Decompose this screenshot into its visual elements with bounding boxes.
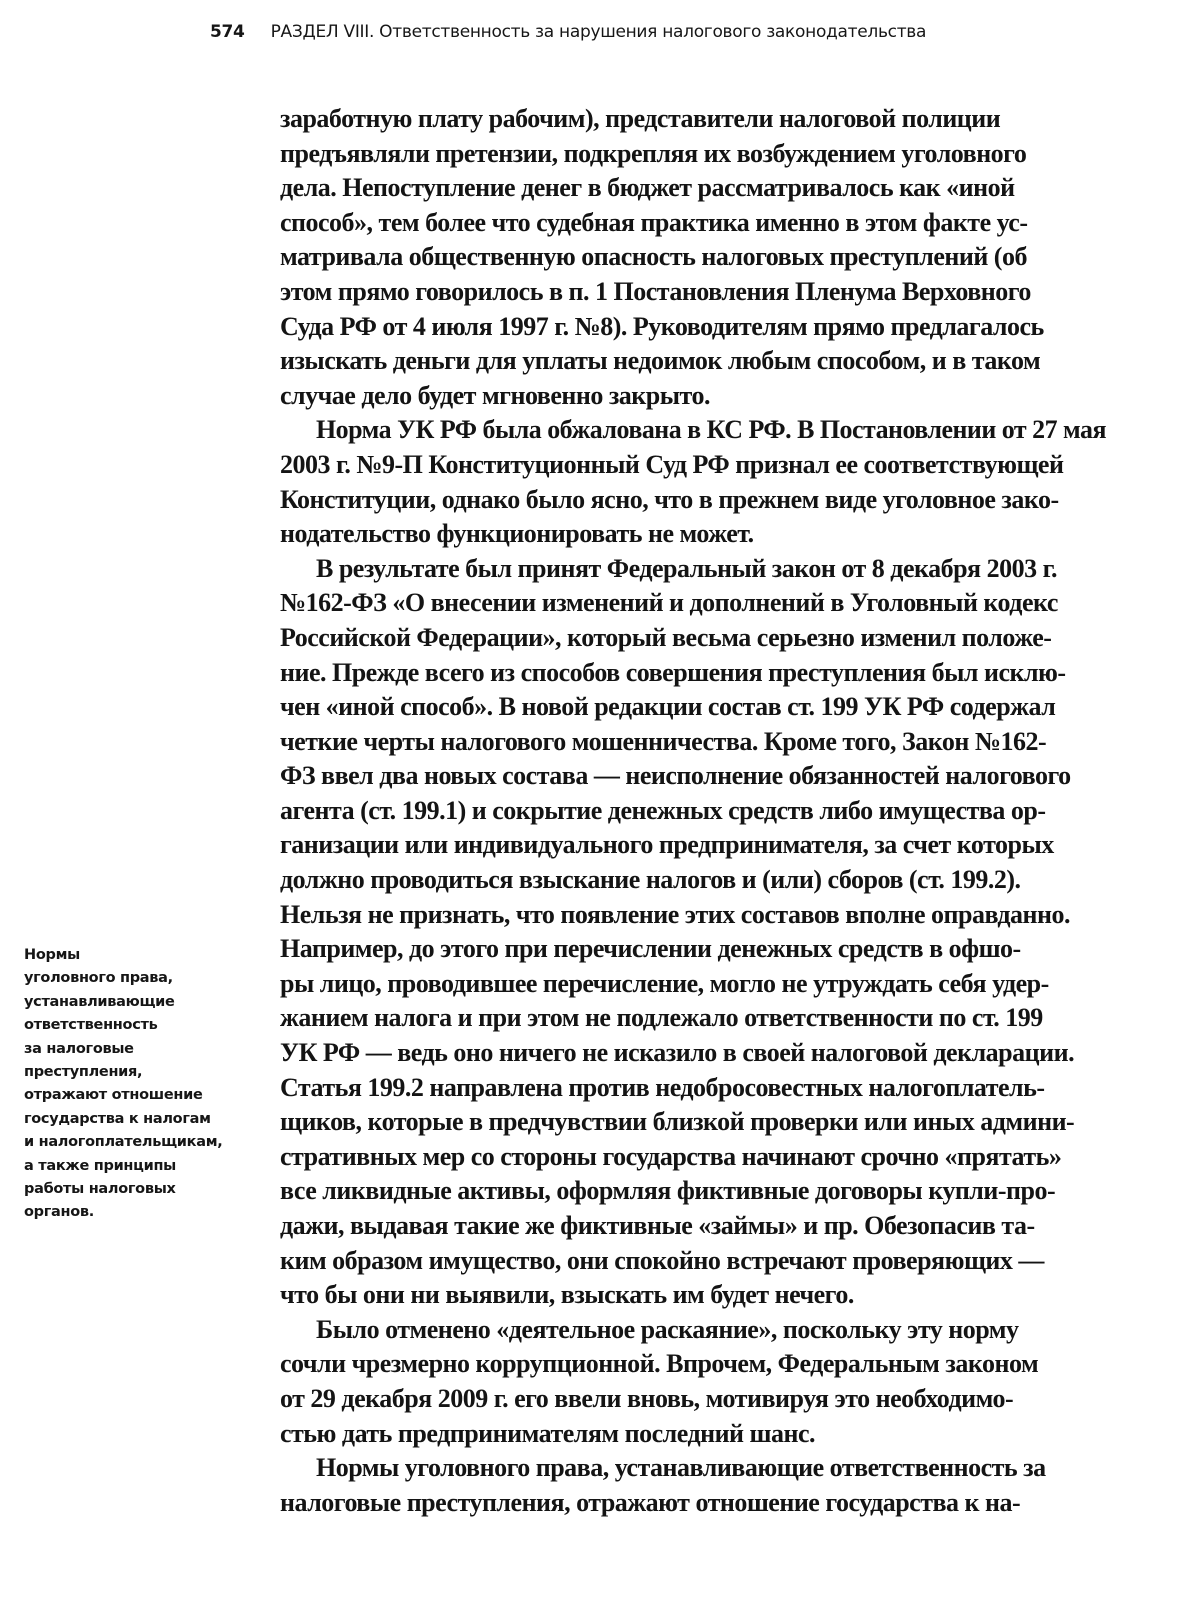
body-text xyxy=(280,102,1106,1520)
margin-note-line: отражают отношение xyxy=(24,1087,203,1104)
margin-note-line: работы налоговых xyxy=(24,1181,176,1198)
body-line: Конституции, однако было ясно, что в прежнем виде уголовное зако- xyxy=(280,484,1059,514)
body-line: стью дать предпринимателям последний шанс. xyxy=(280,1418,816,1448)
body-line: чен «иной способ». В новой редакции состав ст. 199 УК РФ содержал xyxy=(280,692,1056,722)
margin-note-line: за налоговые xyxy=(24,1040,134,1057)
body-line: ФЗ ввел два новых состава — неисполнение обязанностей налогового xyxy=(280,761,1071,791)
body-line: дела. Непоступление денег в бюджет рассматривалось как «иной xyxy=(280,173,1015,203)
body-line: способ», тем более что судебная практика именно в этом факте ус- xyxy=(280,207,1028,237)
margin-note-line: ответственность xyxy=(24,1017,158,1034)
body-line: от 29 декабря 2009 г. его ввели вновь, мотивируя это необходимо- xyxy=(280,1383,1014,1413)
body-line: матривала общественную опасность налоговых преступлений (об xyxy=(280,242,1027,272)
body-line: все ликвидные активы, оформляя фиктивные договоры купли-про- xyxy=(280,1176,1056,1206)
page-number: 574 xyxy=(210,22,245,42)
body-line: заработную плату рабочим), представители налоговой полиции xyxy=(280,104,1001,133)
body-line: налоговые преступления, отражают отношение государства к на- xyxy=(280,1487,1021,1517)
body-line: что бы они ни выявили, взыскать им будет нечего. xyxy=(280,1280,854,1310)
body-line: дажи, выдавая такие же фиктивные «займы» и пр. Обезопасив та- xyxy=(280,1211,1035,1240)
body-line: агента (ст. 199.1) и сокрытие денежных средств либо имущества ор- xyxy=(280,795,1046,825)
body-line: В результате был принят Федеральный закон от 8 декабря 2003 г. xyxy=(316,553,1057,583)
body-line: Статья 199.2 направлена против недобросовестных налогоплатель- xyxy=(280,1072,1045,1102)
margin-note-line: устанавливающие xyxy=(24,993,175,1010)
body-line: жанием налога и при этом не подлежало ответственности по ст. 199 xyxy=(280,1003,1043,1033)
section-title: РАЗДЕЛ VIII. Ответственность за нарушения налогового законодательства xyxy=(270,22,927,42)
body-line: должно проводиться взыскание налогов и (или) сборов (ст. 199.2). xyxy=(280,865,1021,895)
body-line: 2003 г. №9-П Конституционный Суд РФ признал ее соответствующей xyxy=(280,449,1064,479)
body-line: случае дело будет мгновенно закрыто. xyxy=(280,380,710,410)
margin-note-line: уголовного права, xyxy=(24,970,173,987)
body-line: нодательство функционировать не может. xyxy=(280,519,754,549)
body-line: Российской Федерации», который весьма серьезно изменил положе- xyxy=(280,622,1052,652)
body-line: четкие черты налогового мошенничества. Кроме того, Закон №162- xyxy=(280,726,1047,756)
body-line: этом прямо говорилось в п. 1 Постановления Пленума Верховного xyxy=(280,276,1031,306)
margin-note-line: преступления, xyxy=(24,1064,143,1081)
body-line: щиков, которые в предчувствии близкой проверки или иных админи- xyxy=(280,1107,1075,1137)
body-line: ким образом имущество, они спокойно встречают проверяющих — xyxy=(280,1245,1044,1275)
margin-note xyxy=(24,944,264,1225)
margin-note-line: Нормы xyxy=(24,947,80,963)
body-line: ганизации или индивидуального предпринимателя, за счет которых xyxy=(280,830,1054,860)
body-line: Нормы уголовного права, устанавливающие ответственность за xyxy=(316,1453,1046,1483)
body-line: изыскать деньги для уплаты недоимок любым способом, и в таком xyxy=(280,346,1041,376)
body-line: стративных мер со стороны государства начинают срочно «прятать» xyxy=(280,1141,1062,1171)
body-line: ры лицо, проводившее перечисление, могло не утруждать себя удер- xyxy=(280,968,1049,998)
body-line: сочли чрезмерно коррупционной. Впрочем, Федеральным законом xyxy=(280,1349,1039,1379)
body-line: Нельзя не признать, что появление этих составов вполне оправданно. xyxy=(280,899,1070,929)
body-line: ние. Прежде всего из способов совершения преступления был исклю- xyxy=(280,657,1066,687)
body-line: Например, до этого при перечислении денежных средств в офшо- xyxy=(280,934,1021,964)
margin-note-line: и налогоплательщикам, xyxy=(24,1134,223,1151)
body-line: предъявляли претензии, подкрепляя их возбуждением уголовного xyxy=(280,138,1027,168)
body-line: №162-ФЗ «О внесении изменений и дополнений в Уголовный кодекс xyxy=(280,588,1058,618)
margin-note-line: органов. xyxy=(24,1204,94,1221)
running-head xyxy=(210,20,926,44)
body-line: Было отменено «деятельное раскаяние», поскольку эту норму xyxy=(316,1314,1019,1344)
margin-note-line: государства к налогам xyxy=(24,1110,211,1127)
margin-note-line: а также принципы xyxy=(24,1157,176,1174)
body-line: Суда РФ от 4 июля 1997 г. №8). Руководителям прямо предлагалось xyxy=(280,311,1044,341)
body-line: УК РФ — ведь оно ничего не исказило в своей налоговой декларации. xyxy=(280,1038,1075,1068)
body-line: Норма УК РФ была обжалована в КС РФ. В Постановлении от 27 мая xyxy=(316,415,1106,445)
